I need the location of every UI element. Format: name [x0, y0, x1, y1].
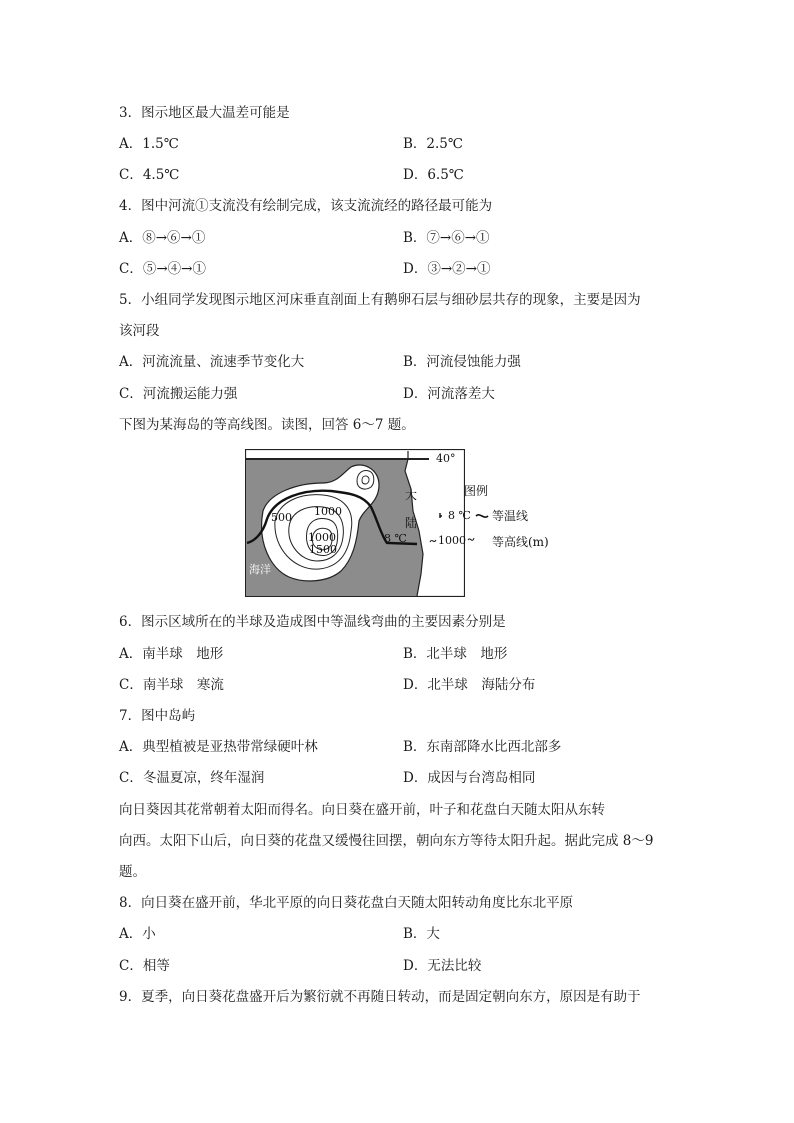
intro-questions-8-9-line-3: 题。 [119, 864, 146, 880]
question-3-stem: 3．图示地区最大温差可能是 [119, 105, 290, 121]
question-7-option-c[interactable]: C．冬温夏凉，终年湿润 [119, 770, 265, 786]
contour-label-500: 500 [271, 511, 292, 524]
question-6-option-c[interactable]: C．南半球 寒流 [119, 677, 224, 693]
ocean-label: 海洋 [249, 563, 271, 576]
intro-questions-6-7: 下图为某海岛的等高线图。读图，回答 6～7 题。 [119, 417, 415, 433]
question-5-stem-line-2: 该河段 [119, 323, 160, 339]
legend-isotherm-symbol-icon [476, 515, 488, 517]
question-3-option-d[interactable]: D．6.5℃ [403, 167, 464, 183]
question-3-option-c[interactable]: C．4.5℃ [119, 167, 180, 183]
question-3-option-a[interactable]: A．1.5℃ [119, 136, 179, 152]
question-8-option-b[interactable]: B．大 [403, 926, 440, 942]
legend-contour-right-icon [468, 538, 474, 540]
legend-contour-left-icon [430, 540, 436, 542]
question-8-option-c[interactable]: C．相等 [119, 958, 170, 974]
question-6-stem: 6．图示区域所在的半球及造成图中等温线弯曲的主要因素分别是 [119, 614, 506, 630]
isotherm-label: 8 ℃ [384, 532, 407, 545]
question-5-stem-line-1: 5．小组同学发现图示地区河床垂直剖面上有鹅卵石层与细砂层共存的现象，主要是因为 [119, 292, 641, 308]
question-9-stem: 9．夏季，向日葵花盘盛开后为繁衍就不再随日转动，而是固定朝向东方，原因是有助于 [119, 989, 641, 1005]
question-7-option-d[interactable]: D．成因与台湾岛相同 [403, 770, 536, 786]
question-5-option-d[interactable]: D．河流落差大 [403, 386, 495, 402]
question-4-option-d[interactable]: D．③→②→① [403, 261, 491, 277]
question-4-stem: 4．图中河流①支流没有绘制完成，该支流流经的路径最可能为 [119, 198, 493, 214]
question-3-option-b[interactable]: B．2.5℃ [403, 136, 463, 152]
question-5-option-c[interactable]: C．河流搬运能力强 [119, 386, 238, 402]
legend-isotherm-value: 8 ℃ [448, 509, 471, 522]
question-7-option-a[interactable]: A．典型植被是亚热带常绿硬叶林 [119, 739, 318, 755]
legend-contour-text: 等高线(m) [492, 535, 549, 549]
question-4-option-b[interactable]: B．⑦→⑥→① [403, 230, 490, 246]
legend-contour-value: 1000 [438, 534, 466, 547]
question-4-option-c[interactable]: C．⑤→④→① [119, 261, 206, 277]
question-6-option-a[interactable]: A．南半球 地形 [119, 646, 224, 662]
question-7-stem: 7．图中岛屿 [119, 708, 196, 724]
intro-questions-8-9-line-1: 向日葵因其花常朝着太阳而得名。向日葵在盛开前，叶子和花盘白天随太阳从东转 [119, 802, 605, 818]
legend-title: 图例 [464, 484, 489, 498]
question-8-option-d[interactable]: D．无法比较 [403, 958, 482, 974]
question-6-option-d[interactable]: D．北半球 海陆分布 [403, 677, 536, 693]
legend-isotherm-tick-icon [440, 513, 442, 518]
question-7-option-b[interactable]: B．东南部降水比西北部多 [403, 739, 562, 755]
map-legend [422, 476, 572, 556]
contour-label-1000-top: 1000 [314, 505, 342, 518]
continent-label-2: 陆 [405, 516, 418, 530]
legend-isotherm-text: 等温线 [492, 509, 529, 523]
question-8-stem: 8．向日葵在盛开前，华北平原的向日葵花盘白天随太阳转动角度比东北平原 [119, 895, 574, 911]
latitude-label: 40° [436, 452, 456, 465]
question-5-option-a[interactable]: A．河流流量、流速季节变化大 [119, 354, 305, 370]
contour-label-1500: 1500 [309, 543, 337, 556]
question-6-option-b[interactable]: B．北半球 地形 [403, 646, 508, 662]
intro-questions-8-9-line-2: 向西。太阳下山后，向日葵的花盘又缓慢往回摆，朝向东方等待太阳升起。据此完成 8～9 [119, 833, 654, 849]
continent-label-1: 大 [405, 488, 418, 502]
contour-label-1000-inner: 1000 [308, 531, 336, 544]
question-5-option-b[interactable]: B．河流侵蚀能力强 [403, 354, 521, 370]
question-4-option-a[interactable]: A．⑧→⑥→① [119, 230, 206, 246]
question-8-option-a[interactable]: A．小 [119, 926, 156, 942]
